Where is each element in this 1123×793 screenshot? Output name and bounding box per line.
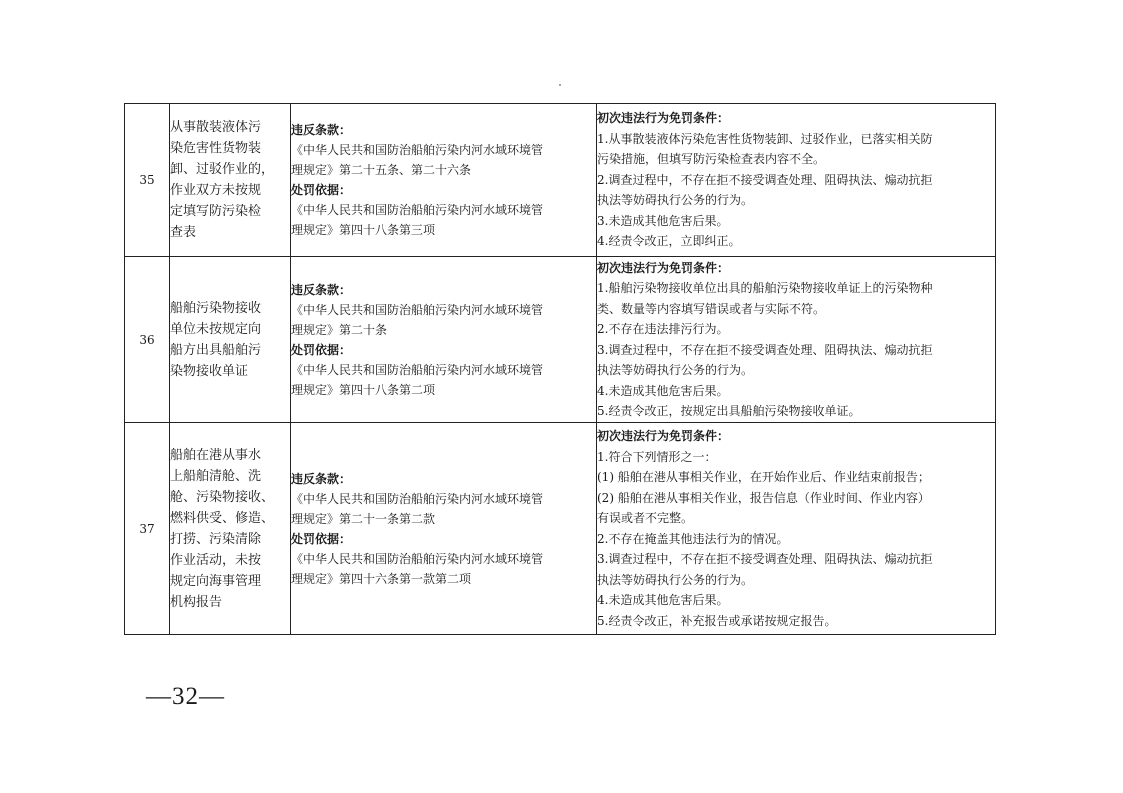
table-row bbox=[125, 257, 996, 423]
violated-clause-line: 理规定》第二十五条、第二十六条 bbox=[291, 163, 472, 177]
violated-clause-line: 理规定》第二十一条第二款 bbox=[291, 511, 436, 526]
description-line: 船方出具船舶污 bbox=[170, 342, 262, 358]
exemption-condition-line: 5.经责令改正，补充报告或承诺按规定报告。 bbox=[597, 613, 837, 628]
exemption-conditions-heading: 初次违法行为免罚条件： bbox=[597, 429, 730, 443]
exemption-condition-line: 执法等妨碍执行公务的行为。 bbox=[597, 363, 754, 377]
exemption-condition-line: 4.未造成其他危害后果。 bbox=[597, 383, 729, 398]
description-line: 从事散装液体污 bbox=[170, 120, 262, 135]
violation-description bbox=[170, 423, 291, 635]
description-line: 作业活动，未按 bbox=[170, 552, 262, 568]
exemption-condition-line: (2) 船舶在港从事相关作业，报告信息（作业时间、作业内容） bbox=[597, 490, 930, 505]
exemption-condition-line: 2.调查过程中，不存在拒不接受调查处理、阻碍执法、煽动抗拒 bbox=[597, 172, 933, 187]
penalty-basis-line: 理规定》第四十八条第二项 bbox=[291, 382, 436, 397]
description-line: 船舶在港从事水 bbox=[170, 447, 262, 463]
violation-description bbox=[170, 257, 291, 423]
exemption-condition-line: 4.经责令改正，立即纠正。 bbox=[597, 234, 741, 249]
description-line: 查表 bbox=[170, 225, 197, 240]
violated-clause-heading: 违反条款： bbox=[291, 282, 352, 297]
description-line: 染危害性货物装 bbox=[170, 141, 262, 156]
exemption-condition-line: 2.不存在掩盖其他违法行为的情况。 bbox=[597, 531, 789, 546]
penalty-basis-line: 《中华人民共和国防治船舶污染内河水域环境管 bbox=[291, 203, 544, 217]
penalty-basis-line: 理规定》第四十六条第一款第二项 bbox=[291, 571, 472, 586]
row-number: 36 bbox=[125, 257, 170, 423]
description-line: 卸、过驳作业的， bbox=[170, 162, 275, 177]
exemption-condition-line: 1.船舶污染物接收单位出具的船舶污染物接收单证上的污染物种 bbox=[597, 281, 933, 295]
description-line: 染物接收单证 bbox=[170, 363, 249, 379]
exemption-conditions-heading: 初次违法行为免罚条件： bbox=[597, 111, 730, 126]
description-line: 规定向海事管理 bbox=[170, 573, 262, 589]
exemption-condition-line: (1) 船舶在港从事相关作业，在开始作业后、作业结束前报告； bbox=[597, 470, 930, 484]
description-line: 舱、污染物接收、 bbox=[170, 489, 275, 505]
exemption-condition-line: 5.经责令改正，按规定出具船舶污染物接收单证。 bbox=[597, 404, 861, 418]
violated-clause-line: 《中华人民共和国防治船舶污染内河水域环境管 bbox=[291, 302, 544, 317]
exemption-condition-line: 有误或者不完整。 bbox=[597, 511, 694, 525]
description-line: 打捞、污染清除 bbox=[170, 531, 262, 547]
description-line: 燃料供受、修造、 bbox=[170, 510, 275, 526]
exemption-condition-line: 执法等妨碍执行公务的行为。 bbox=[597, 572, 754, 587]
exemption-condition-line: 4.未造成其他危害后果。 bbox=[597, 593, 729, 607]
scan-speck bbox=[559, 84, 561, 86]
penalty-basis-heading: 处罚依据： bbox=[291, 183, 352, 197]
table-row bbox=[125, 423, 996, 635]
violation-description bbox=[170, 104, 291, 257]
exemption-condition-line: 3.调查过程中，不存在拒不接受调查处理、阻碍执法、煽动抗拒 bbox=[597, 342, 933, 357]
row-number: 35 bbox=[125, 104, 170, 257]
description-line: 上船舶清舱、洗 bbox=[170, 468, 262, 484]
penalty-basis-line: 《中华人民共和国防治船舶污染内河水域环境管 bbox=[291, 551, 544, 566]
exemption-conditions-heading: 初次违法行为免罚条件： bbox=[597, 260, 730, 275]
exemption-condition-line: 类、数量等内容填写错误或者与实际不符。 bbox=[597, 301, 826, 316]
description-line: 定填写防污染检 bbox=[170, 204, 262, 219]
penalty-basis-heading: 处罚依据： bbox=[291, 531, 352, 546]
exemption-conditions-cell bbox=[597, 104, 996, 257]
violated-clause-line: 《中华人民共和国防治船舶污染内河水域环境管 bbox=[291, 143, 544, 157]
exemption-condition-line: 执法等妨碍执行公务的行为。 bbox=[597, 193, 754, 208]
legal-basis-cell bbox=[291, 104, 597, 257]
exemption-condition-line: 污染措施，但填写防污染检查表内容不全。 bbox=[597, 152, 826, 167]
exemption-condition-line: 2.不存在违法排污行为。 bbox=[597, 322, 729, 336]
exemption-condition-line: 1.符合下列情形之一： bbox=[597, 449, 717, 464]
exemption-conditions-cell bbox=[597, 423, 996, 635]
exemption-condition-line: 3.未造成其他危害后果。 bbox=[597, 213, 729, 228]
penalty-basis-line: 理规定》第四十八条第三项 bbox=[291, 223, 436, 237]
violated-clause-line: 理规定》第二十条 bbox=[291, 322, 388, 337]
violated-clause-heading: 违反条款： bbox=[291, 123, 352, 137]
row-number: 37 bbox=[125, 423, 170, 635]
penalty-exemption-table bbox=[124, 103, 996, 635]
legal-basis-cell bbox=[291, 257, 597, 423]
description-line: 单位未按规定向 bbox=[170, 321, 262, 337]
table-body bbox=[125, 104, 996, 635]
description-line: 机构报告 bbox=[170, 594, 223, 610]
table-row bbox=[125, 104, 996, 257]
page-number: —32— bbox=[146, 683, 225, 710]
exemption-conditions-cell bbox=[597, 257, 996, 423]
violated-clause-line: 《中华人民共和国防治船舶污染内河水域环境管 bbox=[291, 491, 544, 506]
legal-basis-cell bbox=[291, 423, 597, 635]
exemption-condition-line: 1.从事散装液体污染危害性货物装卸、过驳作业，已落实相关防 bbox=[597, 131, 933, 146]
penalty-basis-line: 《中华人民共和国防治船舶污染内河水域环境管 bbox=[291, 362, 544, 377]
description-line: 作业双方未按规 bbox=[170, 183, 262, 198]
violated-clause-heading: 违反条款： bbox=[291, 471, 352, 486]
penalty-basis-heading: 处罚依据： bbox=[291, 342, 352, 357]
description-line: 船舶污染物接收 bbox=[170, 300, 262, 316]
exemption-condition-line: 3.调查过程中，不存在拒不接受调查处理、阻碍执法、煽动抗拒 bbox=[597, 552, 933, 566]
